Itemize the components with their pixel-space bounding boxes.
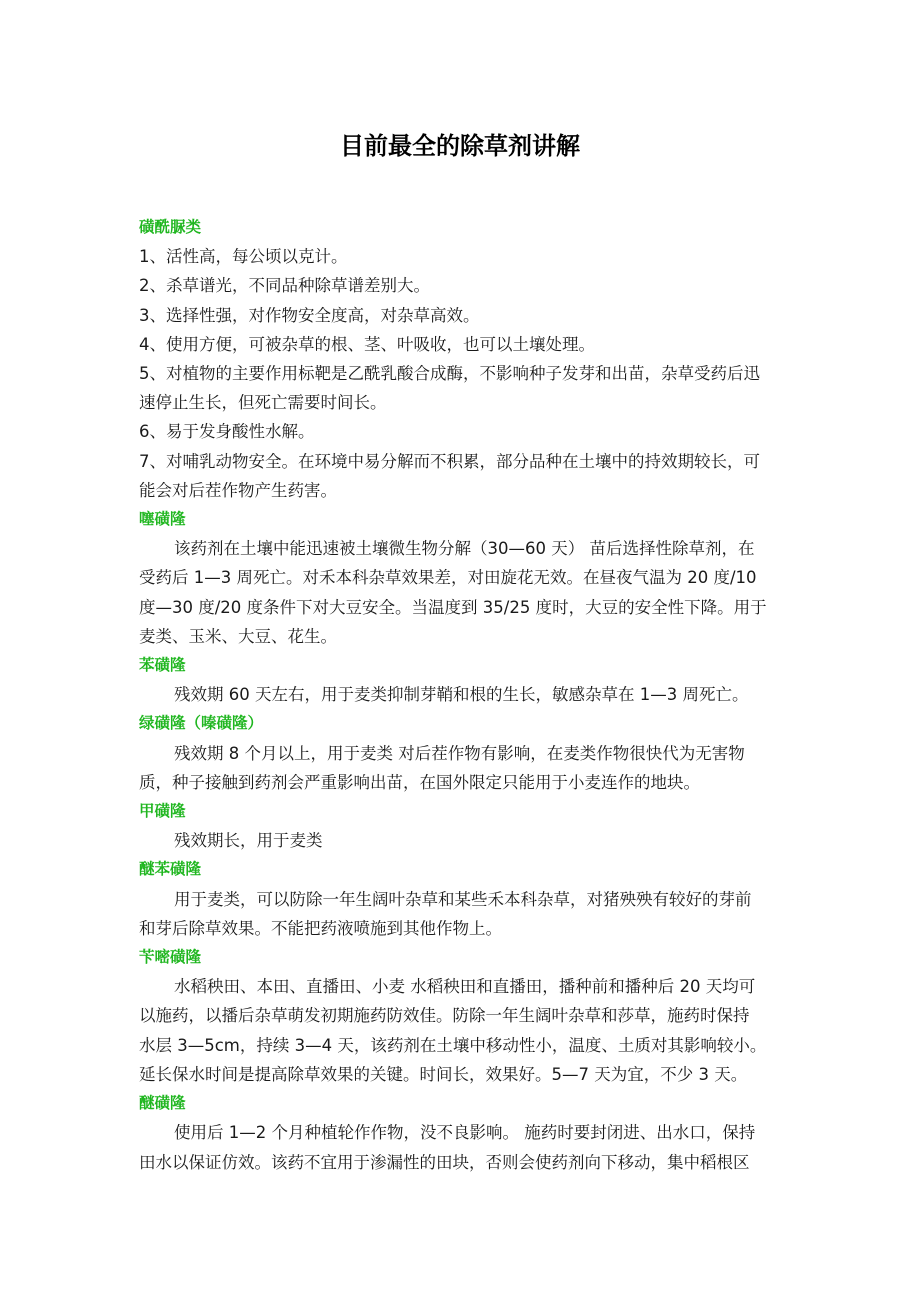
- paragraph-line: 该药剂在土壤中能迅速被土壤微生物分解（30—60 天） 苗后选择性除草剂，在: [174, 539, 755, 559]
- paragraph-line: 水稻秧田、本田、直播田、小麦 水稻秧田和直播田，播种前和播种后 20 天均可: [174, 977, 756, 997]
- paragraph-line: 用于麦类，可以防除一年生阔叶杂草和某些禾本科杂草，对猪殃殃有较好的芽前: [174, 889, 752, 909]
- document-body: [139, 213, 781, 1177]
- paragraph-line: 水层 3—5cm，持续 3—4 天，该药剂在土壤中移动性小，温度、土质对其影响较小。: [139, 1035, 767, 1055]
- paragraph-line: 7、对哺乳动物安全。在环境中易分解而不积累，部分品种在土壤中的持效期较长，可: [139, 451, 760, 471]
- section-heading: 甲磺隆: [139, 802, 186, 821]
- paragraph-line: 2、杀草谱光，不同品种除草谱差别大。: [139, 276, 430, 296]
- section-heading: 醚苯磺隆: [139, 860, 202, 879]
- section-heading: 绿磺隆（嗪磺隆）: [139, 714, 264, 733]
- paragraph-line: 度—30 度/20 度条件下对大豆安全。当温度到 35/25 度时，大豆的安全性下降。用于: [139, 597, 767, 617]
- paragraph-line: 延长保水时间是提高除草效果的关键。时间长，效果好。5—7 天为宜，不少 3 天。: [139, 1064, 748, 1084]
- paragraph-line: 田水以保证仿效。该药不宜用于渗漏性的田块，否则会使药剂向下移动，集中稻根区: [139, 1152, 750, 1172]
- section-heading: 苄嘧磺隆: [139, 948, 202, 967]
- paragraph-line: 和芽后除草效果。不能把药液喷施到其他作物上。: [139, 918, 502, 938]
- paragraph-line: 6、易于发身酸性水解。: [139, 422, 315, 442]
- paragraph-line: 质，种子接触到药剂会严重影响出苗，在国外限定只能用于小麦连作的地块。: [139, 772, 700, 792]
- paragraph-line: 速停止生长，但死亡需要时间长。: [139, 393, 387, 413]
- paragraph-line: 残效期长，用于麦类: [174, 831, 323, 851]
- paragraph-line: 使用后 1—2 个月种植轮作作物，没不良影响。 施药时要封闭进、出水口，保持: [174, 1123, 756, 1143]
- paragraph-line: 残效期 8 个月以上，用于麦类 对后茬作物有影响，在麦类作物很快代为无害物: [174, 743, 745, 763]
- document-title: 目前最全的除草剂讲解: [340, 132, 580, 160]
- paragraph-line: 5、对植物的主要作用标靶是乙酰乳酸合成酶，不影响种子发芽和出苗，杂草受药后迅: [139, 364, 760, 384]
- paragraph-line: 3、选择性强，对作物安全度高，对杂草高效。: [139, 305, 480, 325]
- section-heading: 磺酰脲类: [139, 218, 202, 236]
- paragraph-line: 能会对后茬作物产生药害。: [139, 480, 337, 500]
- paragraph-line: 麦类、玉米、大豆、花生。: [139, 626, 337, 646]
- paragraph-line: 4、使用方便，可被杂草的根、茎、叶吸收，也可以土壤处理。: [139, 334, 595, 354]
- section-heading: 醚磺隆: [139, 1094, 186, 1113]
- paragraph-line: 1、活性高，每公顷以克计。: [139, 247, 348, 267]
- paragraph-line: 受药后 1—3 周死亡。对禾本科杂草效果差，对田旋花无效。在昼夜气温为 20 度/10: [139, 568, 757, 588]
- paragraph-line: 以施药，以播后杂草萌发初期施药防效佳。防除一年生阔叶杂草和莎草，施药时保持: [139, 1006, 750, 1026]
- section-heading: 苯磺隆: [139, 656, 186, 675]
- paragraph-line: 残效期 60 天左右，用于麦类抑制芽鞘和根的生长，敏感杂草在 1—3 周死亡。: [174, 685, 749, 705]
- section-heading: 噻磺隆: [139, 510, 186, 529]
